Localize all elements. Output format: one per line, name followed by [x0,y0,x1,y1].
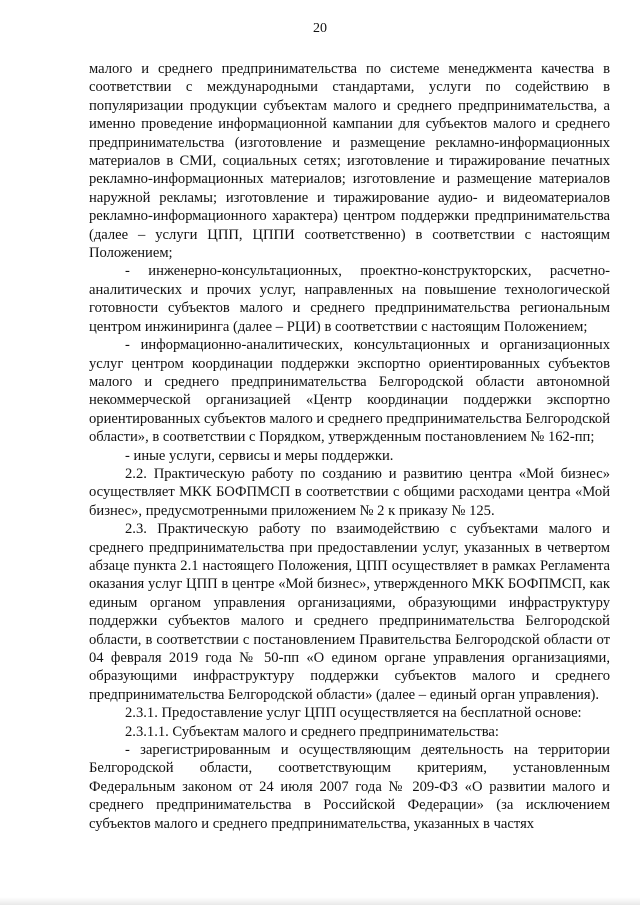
paragraph-engineering-services: - инженерно-консультационных, проектно-конструкторских, расчетно-аналитических и прочих услуг, направленных на повышение технологической готовности субъектов малого и среднего предпринимательства региональным центром инжиниринга (далее – РЦИ) в соответствии с настоящим Положением; [89,263,610,335]
page-number: 20 [313,21,327,36]
paragraph-2-2: 2.2. Практическую работу по созданию и развитию центра «Мой бизнес» осуществляет МКК БОФПМСП в соответствии с общими расходами центра «Мой бизнес», предусмотренными приложением № 2 к приказу № 125. [89,465,610,519]
paragraph-services-continuation: малого и среднего предпринимательства по системе менеджмента качества в соответствии с международными стандартами, услуги по содействию в популяризации продукции субъектам малого и среднего предпринимательства, а именно проведение информационной кампании для субъектов малого и среднего предпринимательства (изготовление и размещение рекламно-информационных материалов в СМИ, социальных сетях; изготовление и тиражирование печатных рекламно-информационных материалов; изготовление и размещение материалов наружной рекламы; изготовление и тиражирование аудио- и видеоматериалов рекламно-информационного характера) центром поддержки предпринимательства (далее – услуги ЦПП, ЦППИ соответственно) в соответствии с настоящим Положением; [89,61,610,262]
paragraph-registered-entities: - зарегистрированным и осуществляющим деятельность на территории Белгородской области, соответствующим критериям, установленным Федеральным законом от 24 июля 2007 года № 209-ФЗ «О развитии малого и среднего предпринимательства в Российской Федерации» (за исключением субъектов малого и среднего предпринимательства, указанных в частях [89,742,610,832]
paragraph-export-services: - информационно-аналитических, консультационных и организационных услуг центром координации поддержки экспортно ориентированных субъектов малого и среднего предпринимательства Белгородской области автономной некоммерческой организацией «Центр координации поддержки экспортно ориентированных субъектов малого и среднего предпринимательства Белгородской области», в соответствии с Порядком, утвержденным постановлением № 162-пп; [89,337,610,446]
body-text [89,60,610,833]
paragraph-2-3: 2.3. Практическую работу по взаимодействию с субъектами малого и среднего предпринимательства при предоставлении услуг, указанных в четвертом абзаце пункта 2.1 настоящего Положения, ЦПП осуществляет в рамках Регламента оказания услуг ЦПП в центре «Мой бизнес», утвержденного МКК БОФПМСП, как единым органом управления организациями, образующими инфраструктуру поддержки субъектов малого и среднего предпринимательства Белгородской области, в соответствии с постановлением Правительства Белгородской области от 04 февраля 2019 года № 50-пп «О едином органе управления организациями, образующими инфраструктуру поддержки субъектов малого и среднего предпринимательства Белгородской области» (далее – единый орган управления). [89,521,610,703]
paragraph-other-services: - иные услуги, сервисы и меры поддержки. [125,447,394,464]
paragraph-2-3-1: 2.3.1. Предоставление услуг ЦПП осуществляется на бесплатной основе: [125,705,582,722]
paragraph-2-3-1-1: 2.3.1.1. Субъектам малого и среднего предпринимательства: [125,723,499,740]
page-bottom-edge [0,897,640,905]
